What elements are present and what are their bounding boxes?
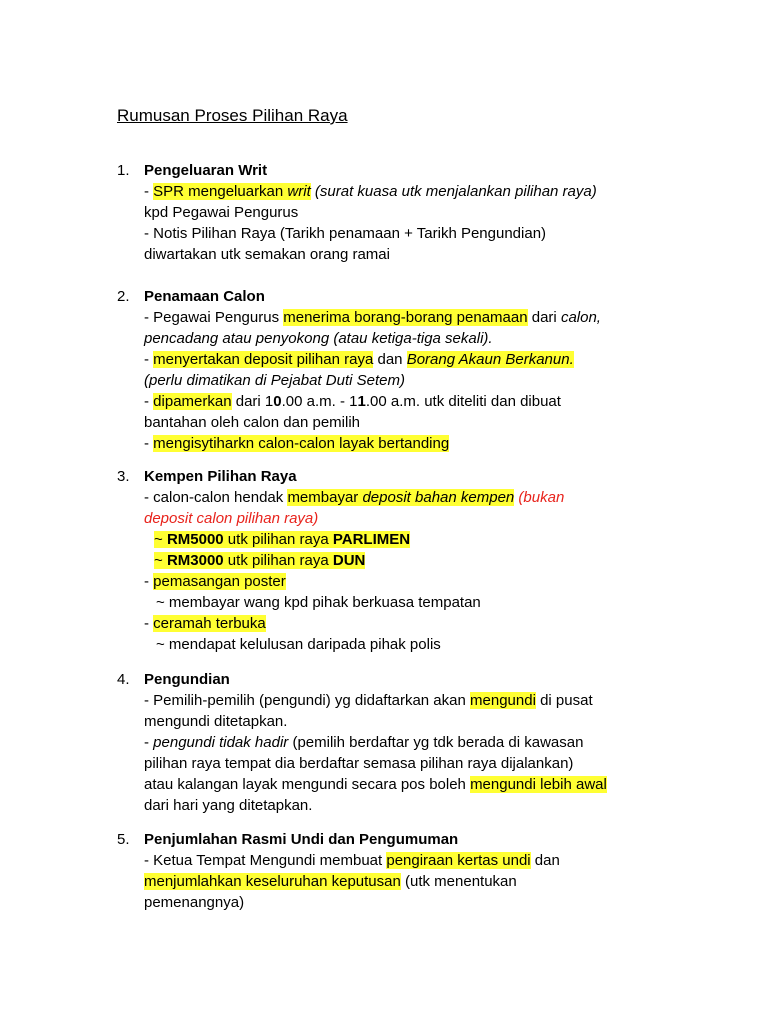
- text-segment: (bukan: [514, 489, 565, 506]
- section-title: Pengeluaran Writ: [144, 162, 268, 179]
- text-segment: diwartakan utk semakan orang ramai: [144, 246, 390, 263]
- text-line: [144, 433, 677, 454]
- section-body: [144, 181, 677, 265]
- highlighted-text: pemasangan poster: [153, 573, 286, 590]
- highlighted-text: ~: [154, 552, 167, 569]
- text-segment: pemenangnya): [144, 894, 245, 911]
- section-number: 1.: [117, 162, 130, 179]
- highlighted-text: mengundi: [470, 692, 536, 709]
- text-segment: (utk menentukan: [400, 873, 517, 890]
- highlighted-text: dipamerkan: [153, 393, 232, 410]
- text-line: [144, 391, 677, 412]
- text-line: [144, 711, 677, 732]
- text-line: [144, 244, 677, 265]
- text-line: [144, 529, 677, 550]
- highlighted-text: deposit bahan kempen: [362, 489, 515, 506]
- text-segment: -: [144, 183, 154, 200]
- text-segment: -: [144, 393, 154, 410]
- text-segment: (perlu dimatikan di Pejabat Duti Setem): [144, 372, 405, 389]
- highlighted-text: Borang Akaun Berkanun.: [406, 351, 574, 368]
- text-segment: atau kalangan layak mengundi secara pos boleh: [144, 776, 471, 793]
- section-heading: [117, 669, 677, 690]
- section-1: [117, 160, 677, 265]
- highlighted-text: pengiraan kertas undi: [386, 852, 531, 869]
- section-body: [144, 850, 677, 913]
- text-line: [144, 181, 677, 202]
- section-body: [144, 307, 677, 454]
- text-line: [144, 223, 677, 244]
- highlighted-text: RM3000: [166, 552, 224, 569]
- text-segment: kpd Pegawai Pengurus: [144, 204, 299, 221]
- text-line: [144, 370, 677, 391]
- text-segment: pengundi tidak hadir: [153, 734, 289, 751]
- text-line: [144, 202, 677, 223]
- section-4: [117, 669, 677, 816]
- section-title: Penamaan Calon: [144, 288, 265, 305]
- text-segment: dari: [527, 309, 561, 326]
- text-segment: bantahan oleh calon dan pemilih: [144, 414, 360, 431]
- text-line: [144, 412, 677, 433]
- highlighted-text: SPR mengeluarkan: [153, 183, 288, 200]
- text-segment: - Pemilih-pemilih (pengundi) yg didaftarkan akan: [144, 692, 471, 709]
- section-number: 5.: [117, 831, 130, 848]
- section-heading: [117, 286, 677, 307]
- highlighted-text: mengundi lebih awal: [470, 776, 607, 793]
- text-line: [144, 508, 677, 529]
- section-title: Penjumlahan Rasmi Undi dan Pengumuman: [144, 831, 459, 848]
- section-body: [144, 690, 677, 816]
- document-title: Rumusan Proses Pilihan Raya: [117, 106, 348, 125]
- text-segment: (pemilih berdaftar yg tdk berada di kawasan: [288, 734, 584, 751]
- text-line: [144, 690, 677, 711]
- highlighted-text: utk pilihan raya: [223, 552, 333, 569]
- highlighted-text: writ: [287, 183, 311, 200]
- highlighted-text: ceramah terbuka: [153, 615, 266, 632]
- highlighted-text: mengisytiharkn calon-calon layak bertanding: [153, 435, 450, 452]
- text-line: [144, 774, 677, 795]
- text-segment: dan: [373, 351, 407, 368]
- text-segment: .00 a.m. utk diteliti dan dibuat: [365, 393, 561, 410]
- highlighted-text: menerima borang-borang penamaan: [283, 309, 528, 326]
- text-line: [144, 753, 677, 774]
- text-segment: deposit calon pilihan raya): [144, 510, 319, 527]
- text-segment: -: [144, 435, 154, 452]
- text-segment: mengundi ditetapkan.: [144, 713, 288, 730]
- highlighted-text: membayar: [287, 489, 363, 506]
- text-line: [144, 550, 677, 571]
- text-line: [144, 592, 677, 613]
- section-heading: [117, 160, 677, 181]
- section-heading: [117, 466, 677, 487]
- highlighted-text: ~: [154, 531, 167, 548]
- section-title: Kempen Pilihan Raya: [144, 468, 297, 485]
- text-segment: -: [144, 573, 154, 590]
- text-line: [144, 571, 677, 592]
- text-segment: - Notis Pilihan Raya (Tarikh penamaan + Tarikh Pengundian): [144, 225, 547, 242]
- text-segment: -: [144, 615, 154, 632]
- section-number: 2.: [117, 288, 130, 305]
- text-segment: - Pegawai Pengurus: [144, 309, 284, 326]
- section-2: [117, 286, 677, 454]
- text-segment: calon,: [560, 309, 601, 326]
- highlighted-text: menyertakan deposit pilihan raya: [153, 351, 374, 368]
- text-line: [144, 613, 677, 634]
- text-segment: - calon-calon hendak: [144, 489, 288, 506]
- text-segment: - Ketua Tempat Mengundi membuat: [144, 852, 387, 869]
- section-body: [144, 487, 677, 655]
- text-line: [144, 795, 677, 816]
- text-segment: ~ mendapat kelulusan daripada pihak polis: [156, 636, 441, 653]
- text-segment: ~ membayar wang kpd pihak berkuasa tempatan: [156, 594, 481, 611]
- text-segment: -: [144, 734, 154, 751]
- text-line: [144, 871, 677, 892]
- highlighted-text: menjumlahkan keseluruhan keputusan: [144, 873, 401, 890]
- text-line: [144, 732, 677, 753]
- highlighted-text: DUN: [332, 552, 366, 569]
- text-segment: dari 1: [231, 393, 274, 410]
- text-segment: pencadang atau penyokong (atau ketiga-tiga sekali).: [144, 330, 493, 347]
- section-3: [117, 466, 677, 655]
- text-line: [144, 349, 677, 370]
- text-segment: (surat kuasa utk menjalankan pilihan raya): [310, 183, 597, 200]
- text-segment: dari hari yang ditetapkan.: [144, 797, 313, 814]
- text-line: [144, 328, 677, 349]
- text-line: [144, 307, 677, 328]
- text-segment: -: [144, 351, 154, 368]
- text-segment: pilihan raya tempat dia berdaftar semasa pilihan raya dijalankan): [144, 755, 574, 772]
- highlighted-text: utk pilihan raya: [223, 531, 333, 548]
- text-segment: 0: [273, 393, 282, 410]
- text-segment: di pusat: [535, 692, 593, 709]
- text-line: [144, 634, 677, 655]
- section-number: 4.: [117, 671, 130, 688]
- text-line: [144, 850, 677, 871]
- text-segment: .00 a.m. - 1: [281, 393, 358, 410]
- section-number: 3.: [117, 468, 130, 485]
- highlighted-text: RM5000: [166, 531, 224, 548]
- text-line: [144, 892, 677, 913]
- section-5: [117, 829, 677, 913]
- text-line: [144, 487, 677, 508]
- text-segment: 1: [357, 393, 366, 410]
- section-title: Pengundian: [144, 671, 230, 688]
- section-heading: [117, 829, 677, 850]
- text-segment: dan: [530, 852, 560, 869]
- highlighted-text: PARLIMEN: [332, 531, 411, 548]
